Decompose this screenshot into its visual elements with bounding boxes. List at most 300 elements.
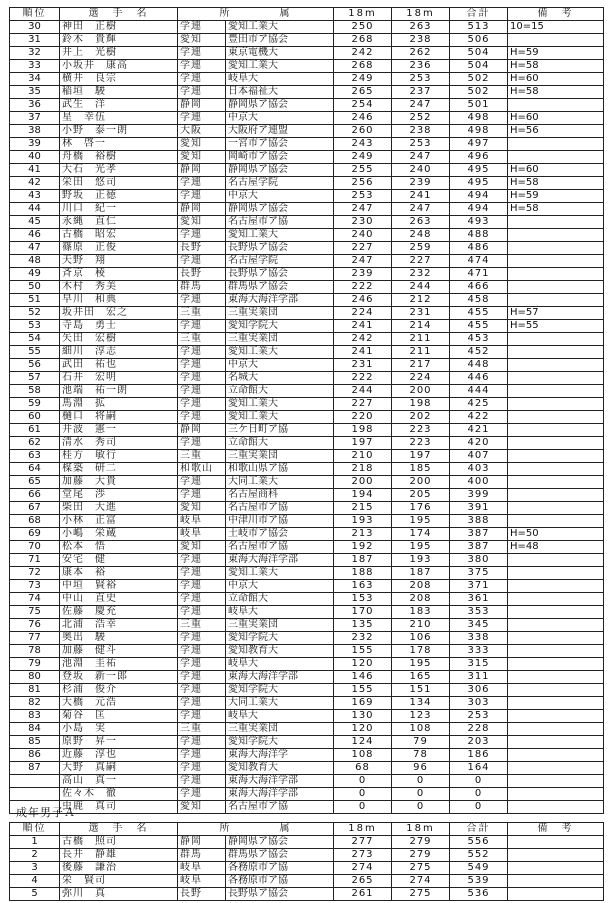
score-18m-1-cell: 200	[334, 476, 392, 489]
region-cell: 学連	[178, 60, 226, 73]
score-18m-2-cell: 236	[392, 60, 450, 73]
rank-cell: 59	[10, 398, 60, 411]
affiliation-cell: 三重実業団	[226, 723, 334, 736]
note-cell	[508, 294, 604, 307]
name-cell: 原野 昇一	[60, 736, 178, 749]
score-18m-1-cell: 146	[334, 671, 392, 684]
total-cell: 494	[450, 203, 508, 216]
rank-cell: 47	[10, 242, 60, 255]
total-cell: 399	[450, 489, 508, 502]
rank-cell: 48	[10, 255, 60, 268]
score-18m-1-cell: 246	[334, 294, 392, 307]
name-cell: 堂尾 渉	[60, 489, 178, 502]
score-18m-1-cell: 260	[334, 125, 392, 138]
table-row	[10, 177, 604, 190]
rank-cell: 36	[10, 99, 60, 112]
score-18m-1-cell: 265	[334, 875, 392, 888]
rank-cell: 77	[10, 632, 60, 645]
note-cell	[508, 710, 604, 723]
score-18m-1-cell: 241	[334, 346, 392, 359]
region-cell: 静岡	[178, 99, 226, 112]
note-cell	[508, 684, 604, 697]
score-18m-2-cell: 0	[392, 788, 450, 801]
note-cell	[508, 333, 604, 346]
score-18m-1-cell: 170	[334, 606, 392, 619]
name-cell: 篠原 正俊	[60, 242, 178, 255]
region-cell: 学連	[178, 593, 226, 606]
region-cell: 学連	[178, 749, 226, 762]
region-cell: 学連	[178, 190, 226, 203]
score-18m-2-cell: 212	[392, 294, 450, 307]
note-cell	[508, 515, 604, 528]
name-cell: 武田 祐也	[60, 359, 178, 372]
name-cell: 川口 紀一	[60, 203, 178, 216]
name-cell: 早川 和典	[60, 294, 178, 307]
table-row	[10, 541, 604, 554]
table-body	[10, 21, 604, 814]
note-cell	[508, 554, 604, 567]
rank-cell: 32	[10, 47, 60, 60]
note-cell: H=59	[508, 190, 604, 203]
total-cell: 455	[450, 307, 508, 320]
region-cell: 学連	[178, 775, 226, 788]
rank-cell: 53	[10, 320, 60, 333]
region-cell: 学連	[178, 489, 226, 502]
affiliation-cell: 岡崎市ア協会	[226, 151, 334, 164]
header-note: 備 考	[508, 8, 604, 21]
table-row	[10, 346, 604, 359]
rank-cell: 44	[10, 203, 60, 216]
score-18m-1-cell: 247	[334, 203, 392, 216]
note-cell	[508, 255, 604, 268]
note-cell: H=59	[508, 47, 604, 60]
note-cell	[508, 671, 604, 684]
total-cell: 494	[450, 190, 508, 203]
affiliation-cell: 大同工業大	[226, 476, 334, 489]
rank-cell: 46	[10, 229, 60, 242]
rank-cell: 81	[10, 684, 60, 697]
table-row	[10, 21, 604, 34]
score-18m-1-cell: 241	[334, 320, 392, 333]
name-cell: 斉京 稜	[60, 268, 178, 281]
total-cell: 444	[450, 385, 508, 398]
table-row	[10, 242, 604, 255]
affiliation-cell: 立命館大	[226, 593, 334, 606]
affiliation-cell: 三重実業団	[226, 307, 334, 320]
region-cell: 学連	[178, 21, 226, 34]
rank-cell: 70	[10, 541, 60, 554]
score-18m-2-cell: 238	[392, 125, 450, 138]
rank-cell: 60	[10, 411, 60, 424]
name-cell: 横井 良宗	[60, 73, 178, 86]
score-18m-1-cell: 254	[334, 99, 392, 112]
table-row	[10, 723, 604, 736]
name-cell: 北浦 浩幸	[60, 619, 178, 632]
affiliation-cell: 東海大海洋学部	[226, 788, 334, 801]
score-18m-1-cell: 198	[334, 424, 392, 437]
table-row	[10, 580, 604, 593]
name-cell: 清水 秀司	[60, 437, 178, 450]
total-cell: 446	[450, 372, 508, 385]
rank-cell	[10, 775, 60, 788]
total-cell: 315	[450, 658, 508, 671]
table-row	[10, 333, 604, 346]
note-cell	[508, 762, 604, 775]
score-18m-2-cell: 275	[392, 862, 450, 875]
score-18m-2-cell: 247	[392, 99, 450, 112]
score-18m-1-cell: 213	[334, 528, 392, 541]
table-row	[10, 151, 604, 164]
score-18m-1-cell: 256	[334, 177, 392, 190]
name-cell: 安宅 健	[60, 554, 178, 567]
table-row	[10, 164, 604, 177]
region-cell: 三重	[178, 619, 226, 632]
score-18m-1-cell: 250	[334, 21, 392, 34]
note-cell: H=58	[508, 60, 604, 73]
region-cell: 学連	[178, 320, 226, 333]
note-cell	[508, 229, 604, 242]
note-cell	[508, 658, 604, 671]
rank-cell: 85	[10, 736, 60, 749]
score-18m-2-cell: 165	[392, 671, 450, 684]
score-18m-2-cell: 202	[392, 411, 450, 424]
score-18m-1-cell: 155	[334, 684, 392, 697]
rank-cell: 33	[10, 60, 60, 73]
table-row	[10, 775, 604, 788]
table-row	[10, 736, 604, 749]
score-18m-2-cell: 223	[392, 424, 450, 437]
region-cell: 学連	[178, 788, 226, 801]
note-cell	[508, 346, 604, 359]
name-cell: 小林 正富	[60, 515, 178, 528]
region-cell: 学連	[178, 684, 226, 697]
note-cell	[508, 99, 604, 112]
rank-cell: 35	[10, 86, 60, 99]
affiliation-cell: 名古屋学院	[226, 177, 334, 190]
table-header-row	[10, 823, 604, 836]
table-row	[10, 645, 604, 658]
table-row	[10, 788, 604, 801]
affiliation-cell: 愛知工業大	[226, 398, 334, 411]
region-cell: 大阪	[178, 125, 226, 138]
total-cell: 504	[450, 47, 508, 60]
name-cell: 桂方 敏行	[60, 450, 178, 463]
region-cell: 学連	[178, 632, 226, 645]
rank-cell: 86	[10, 749, 60, 762]
total-cell: 388	[450, 515, 508, 528]
score-18m-2-cell: 178	[392, 645, 450, 658]
rank-cell: 1	[10, 836, 60, 849]
name-cell: 松本 悟	[60, 541, 178, 554]
name-cell: 古橋 昭宏	[60, 229, 178, 242]
results-table	[9, 7, 604, 814]
note-cell	[508, 398, 604, 411]
score-18m-2-cell: 134	[392, 697, 450, 710]
table-row	[10, 463, 604, 476]
affiliation-cell: 愛知工業大	[226, 21, 334, 34]
rank-cell: 82	[10, 697, 60, 710]
region-cell: 学連	[178, 762, 226, 775]
score-18m-1-cell: 193	[334, 515, 392, 528]
name-cell: 中山 直史	[60, 593, 178, 606]
score-18m-2-cell: 183	[392, 606, 450, 619]
total-cell: 164	[450, 762, 508, 775]
note-cell	[508, 476, 604, 489]
table-body	[10, 836, 604, 901]
region-cell: 学連	[178, 255, 226, 268]
note-cell	[508, 593, 604, 606]
note-cell	[508, 411, 604, 424]
name-cell: 古橋 照司	[60, 836, 178, 849]
affiliation-cell: 立命館大	[226, 437, 334, 450]
affiliation-cell: 中京大	[226, 580, 334, 593]
name-cell: 稲垣 駿	[60, 86, 178, 99]
total-cell: 400	[450, 476, 508, 489]
score-18m-2-cell: 176	[392, 502, 450, 515]
affiliation-cell: 愛知工業大	[226, 60, 334, 73]
region-cell: 和歌山	[178, 463, 226, 476]
score-18m-1-cell: 268	[334, 60, 392, 73]
score-18m-2-cell: 253	[392, 73, 450, 86]
name-cell: 細川 淳志	[60, 346, 178, 359]
table-row	[10, 762, 604, 775]
score-18m-2-cell: 208	[392, 593, 450, 606]
score-18m-2-cell: 224	[392, 372, 450, 385]
rank-cell: 31	[10, 34, 60, 47]
table-row	[10, 216, 604, 229]
affiliation-cell: 東海大海洋学部	[226, 294, 334, 307]
name-cell: 小島 実	[60, 723, 178, 736]
score-18m-1-cell: 169	[334, 697, 392, 710]
name-cell: 神田 正樹	[60, 21, 178, 34]
region-cell: 学連	[178, 671, 226, 684]
rank-cell: 78	[10, 645, 60, 658]
table-row	[10, 697, 604, 710]
region-cell: 学連	[178, 229, 226, 242]
region-cell: 長野	[178, 268, 226, 281]
rank-cell: 71	[10, 554, 60, 567]
note-cell: H=57	[508, 307, 604, 320]
affiliation-cell: 三重実業団	[226, 619, 334, 632]
rank-cell: 55	[10, 346, 60, 359]
affiliation-cell: 岐阜大	[226, 606, 334, 619]
affiliation-cell: 東海大海洋学部	[226, 671, 334, 684]
total-cell: 371	[450, 580, 508, 593]
results-table-adult-men-a	[9, 822, 604, 901]
table-row	[10, 671, 604, 684]
table-row	[10, 268, 604, 281]
total-cell: 387	[450, 528, 508, 541]
rank-cell: 64	[10, 463, 60, 476]
rank-cell: 69	[10, 528, 60, 541]
rank-cell: 66	[10, 489, 60, 502]
score-18m-2-cell: 200	[392, 476, 450, 489]
table-row	[10, 632, 604, 645]
rank-cell: 57	[10, 372, 60, 385]
total-cell: 496	[450, 151, 508, 164]
table-row	[10, 372, 604, 385]
score-18m-2-cell: 123	[392, 710, 450, 723]
header-distance-2: 18m	[392, 823, 450, 836]
table-row	[10, 619, 604, 632]
name-cell: 柴田 大進	[60, 502, 178, 515]
region-cell: 学連	[178, 47, 226, 60]
region-cell: 愛知	[178, 502, 226, 515]
region-cell: 群馬	[178, 281, 226, 294]
affiliation-cell: 名古屋商科	[226, 489, 334, 502]
note-cell	[508, 242, 604, 255]
region-cell: 学連	[178, 645, 226, 658]
note-cell	[508, 424, 604, 437]
score-18m-2-cell: 193	[392, 554, 450, 567]
rank-cell: 45	[10, 216, 60, 229]
rank-cell: 83	[10, 710, 60, 723]
region-cell: 学連	[178, 697, 226, 710]
note-cell	[508, 463, 604, 476]
table-row	[10, 359, 604, 372]
affiliation-cell: 名古屋市ア協	[226, 502, 334, 515]
total-cell: 338	[450, 632, 508, 645]
total-cell: 306	[450, 684, 508, 697]
header-distance-2: 18m	[392, 8, 450, 21]
total-cell: 458	[450, 294, 508, 307]
name-cell: 加藤 健斗	[60, 645, 178, 658]
affiliation-cell: 名古屋市ア協	[226, 216, 334, 229]
score-18m-1-cell: 255	[334, 164, 392, 177]
score-18m-2-cell: 263	[392, 216, 450, 229]
region-cell: 岐阜	[178, 862, 226, 875]
rank-cell: 72	[10, 567, 60, 580]
note-cell	[508, 836, 604, 849]
region-cell: 学連	[178, 86, 226, 99]
affiliation-cell: 静岡県ア協会	[226, 99, 334, 112]
table-row	[10, 424, 604, 437]
rank-cell: 40	[10, 151, 60, 164]
note-cell: H=60	[508, 112, 604, 125]
region-cell: 学連	[178, 294, 226, 307]
total-cell: 471	[450, 268, 508, 281]
name-cell: 木村 秀美	[60, 281, 178, 294]
rank-cell	[10, 788, 60, 801]
score-18m-1-cell: 273	[334, 849, 392, 862]
name-cell: 小野 泰一朗	[60, 125, 178, 138]
score-18m-1-cell: 120	[334, 723, 392, 736]
name-cell: 登坂 新一郎	[60, 671, 178, 684]
total-cell: 407	[450, 450, 508, 463]
name-cell: 大野 真嗣	[60, 762, 178, 775]
region-cell: 愛知	[178, 138, 226, 151]
score-18m-2-cell: 239	[392, 177, 450, 190]
name-cell: 池淵 圭祐	[60, 658, 178, 671]
region-cell: 岐阜	[178, 515, 226, 528]
table-row	[10, 138, 604, 151]
rank-cell: 87	[10, 762, 60, 775]
table-row	[10, 684, 604, 697]
table-row	[10, 34, 604, 47]
rank-cell: 43	[10, 190, 60, 203]
score-18m-1-cell: 274	[334, 862, 392, 875]
score-18m-1-cell: 130	[334, 710, 392, 723]
note-cell	[508, 849, 604, 862]
score-18m-2-cell: 78	[392, 749, 450, 762]
total-cell: 498	[450, 125, 508, 138]
rank-cell: 4	[10, 875, 60, 888]
note-cell	[508, 801, 604, 814]
score-18m-1-cell: 268	[334, 34, 392, 47]
affiliation-cell: 大同工業大	[226, 697, 334, 710]
score-18m-2-cell: 217	[392, 359, 450, 372]
score-18m-2-cell: 151	[392, 684, 450, 697]
score-18m-2-cell: 247	[392, 203, 450, 216]
total-cell: 333	[450, 645, 508, 658]
total-cell: 361	[450, 593, 508, 606]
table-row	[10, 606, 604, 619]
score-18m-2-cell: 247	[392, 151, 450, 164]
name-cell: 近藤 淳也	[60, 749, 178, 762]
total-cell: 228	[450, 723, 508, 736]
score-18m-2-cell: 197	[392, 450, 450, 463]
score-18m-1-cell: 68	[334, 762, 392, 775]
rank-cell: 49	[10, 268, 60, 281]
total-cell: 448	[450, 359, 508, 372]
region-cell: 静岡	[178, 203, 226, 216]
score-18m-1-cell: 192	[334, 541, 392, 554]
affiliation-cell: 名古屋学院	[226, 255, 334, 268]
total-cell: 486	[450, 242, 508, 255]
total-cell: 501	[450, 99, 508, 112]
total-cell: 502	[450, 86, 508, 99]
score-18m-1-cell: 210	[334, 450, 392, 463]
score-18m-1-cell: 187	[334, 554, 392, 567]
score-18m-1-cell: 247	[334, 255, 392, 268]
name-cell: 奥出 駿	[60, 632, 178, 645]
score-18m-2-cell: 208	[392, 580, 450, 593]
affiliation-cell: 岐阜大	[226, 710, 334, 723]
region-cell: 学連	[178, 359, 226, 372]
note-cell	[508, 281, 604, 294]
affiliation-cell: 中京大	[226, 112, 334, 125]
table-row	[10, 476, 604, 489]
affiliation-cell: 愛知学院大	[226, 684, 334, 697]
name-cell: 高山 真一	[60, 775, 178, 788]
name-cell: 鈴木 貴輝	[60, 34, 178, 47]
total-cell: 425	[450, 398, 508, 411]
name-cell: 大石 光孝	[60, 164, 178, 177]
affiliation-cell: 静岡県ア協会	[226, 836, 334, 849]
score-18m-1-cell: 227	[334, 398, 392, 411]
rank-cell: 3	[10, 862, 60, 875]
region-cell: 三重	[178, 723, 226, 736]
affiliation-cell: 愛知工業大	[226, 411, 334, 424]
rank-cell: 65	[10, 476, 60, 489]
score-18m-2-cell: 262	[392, 47, 450, 60]
name-cell: 野坂 正徳	[60, 190, 178, 203]
note-cell	[508, 489, 604, 502]
affiliation-cell: 愛知工業大	[226, 229, 334, 242]
score-18m-2-cell: 274	[392, 875, 450, 888]
total-cell: 403	[450, 463, 508, 476]
note-cell	[508, 34, 604, 47]
name-cell: 杉浦 俊介	[60, 684, 178, 697]
total-cell: 504	[450, 60, 508, 73]
rank-cell: 68	[10, 515, 60, 528]
affiliation-cell: 土岐市ア協会	[226, 528, 334, 541]
note-cell	[508, 788, 604, 801]
affiliation-cell: 各務原市ア協	[226, 875, 334, 888]
table-row	[10, 515, 604, 528]
name-cell: 菊谷 匡	[60, 710, 178, 723]
rank-cell: 39	[10, 138, 60, 151]
